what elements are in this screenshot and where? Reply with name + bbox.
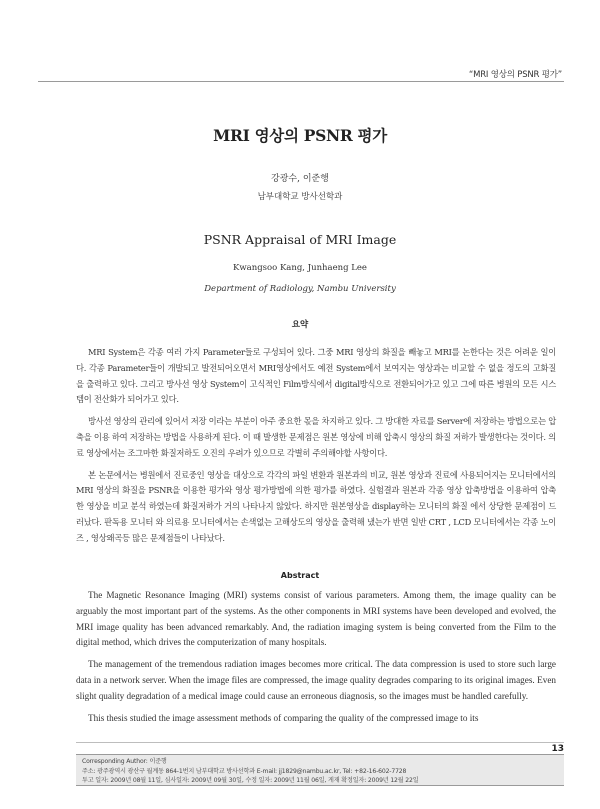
abstract-korean-paragraph: MRI System은 각종 여러 가지 Parameter들로 구성되어 있다. 그중 MRI 영상의 화질을 빼놓고 MRI를 논한다는 것은 어려운 일이다. 각종 Parameter들이 개발되고 발전되어오면서 MRI영상에서도 예전 System에서 보여지는 영상과는 비교할 수 없을 정도의 고화질을 출력하고 있다. 그리고 방사선 영상 System이 고식적인 Film방식에서 digital방식으로 전환되어가고 있고 그에 따른 병원의 모든 시스템이 전산화가 되어가고 있다.	[76, 347, 556, 405]
abstract-english-heading: Abstract	[280, 571, 320, 580]
abstract-english	[76, 588, 556, 732]
abstract-korean	[76, 345, 556, 553]
authors-korean: 강광수, 이준행	[271, 174, 329, 184]
abstract-english-paragraph: The management of the tremendous radiation images becomes more critical. The data compression is used to store such large data in a network server. When the image files are compressed, the image quality degrades comparing to its original images. Even slight quality degradation of a medical image could cause an erroneous diagnosis, so the images must be handled carefully.	[76, 659, 556, 701]
footer-info-box	[76, 754, 564, 786]
page-number: 13	[551, 744, 564, 754]
abstract-english-paragraph: This thesis studied the image assessment methods of comparing the quality of the compressed image to its	[88, 712, 479, 723]
page-title: MRI 영상의 PSNR 평가	[213, 126, 387, 145]
submission-dates: 투고 일자: 2009년 08월 11일, 심사일자: 2009년 09월 30일, 수정 일자: 2009년 11월 06일, 게재 확정일자: 2009년 12월 22일	[82, 777, 419, 785]
abstract-korean-heading: 요약	[291, 320, 309, 330]
affiliation-english: Department of Radiology, Nambu University	[204, 284, 396, 294]
abstract-korean-paragraph: 본 논문에서는 병원에서 진료중인 영상을 대상으로 각각의 파일 변환과 원본과의 비교, 원본 영상과 진료에 사용되어지는 모니터에서의 MRI 영상의 화질을 PSNR을 이용한 평가와 영상 평가방법에 의한 평가를 하였다. 실험결과 원본과 각종 영상 압축방법을 이용하여 압축한 영상을 비교 분석 하였는데 화질저하가 거의 나타나지 않았다. 하지만 원본영상을 display하는 모니터의 화질 에서 상당한 문제점이 드러났다. 판독용 모니터 와 의료용 모니터에서는 손색없는 고해상도의 영상을 출력해 냈는가 반면 일반 CRT , LCD 모니터에서는 각종 노이즈 , 영상왜곡등 많은 문제점들이 나타났다.	[76, 469, 556, 543]
english-title: PSNR Appraisal of MRI Image	[203, 232, 397, 247]
running-head: “MRI 영상의 PSNR 평가”	[468, 70, 562, 80]
footer-divider	[76, 742, 564, 743]
header-divider	[38, 81, 564, 82]
affiliation-korean: 남부대학교 방사선학과	[257, 192, 343, 202]
corresponding-author: Corresponding Author: 이준행	[82, 758, 167, 765]
abstract-korean-paragraph: 방사선 영상의 관리에 있어서 저장 이라는 부분이 아주 중요한 몫을 차지하고 있다. 그 방대한 자료를 Server에 저장하는 방법으로는 압축을 이용 하여 저장하는 방법을 사용하게 된다. 이 때 발생한 문제점은 원본 영상에 비해 압축시 영상의 화질 저하가 발생한다는 것이다. 의료 영상에서는 조그마한 화질저하도 오진의 우려가 있으므로 각별히 주의해야할 사항이다.	[76, 416, 556, 458]
authors-english: Kwangsoo Kang, Junhaeng Lee	[233, 263, 367, 273]
contact-address: 주소: 광주광역시 광산구 월계동 864-1번지 남부대학교 방사선학과 E-mail: jj1829@nambu.ac.kr, Tel: +82-16-602-7728	[82, 767, 407, 775]
abstract-english-paragraph: The Magnetic Resonance Imaging (MRI) systems consist of various parameters. Among them, the image quality can be arguably the most important part of the systems. As the other components in MRI systems have been developed and evolved, the MRI image quality has been advanced remarkably. And, the radiation imaging system is being converted from the Film to the digital method, which drives the computerization of many hospitals.	[76, 590, 556, 648]
